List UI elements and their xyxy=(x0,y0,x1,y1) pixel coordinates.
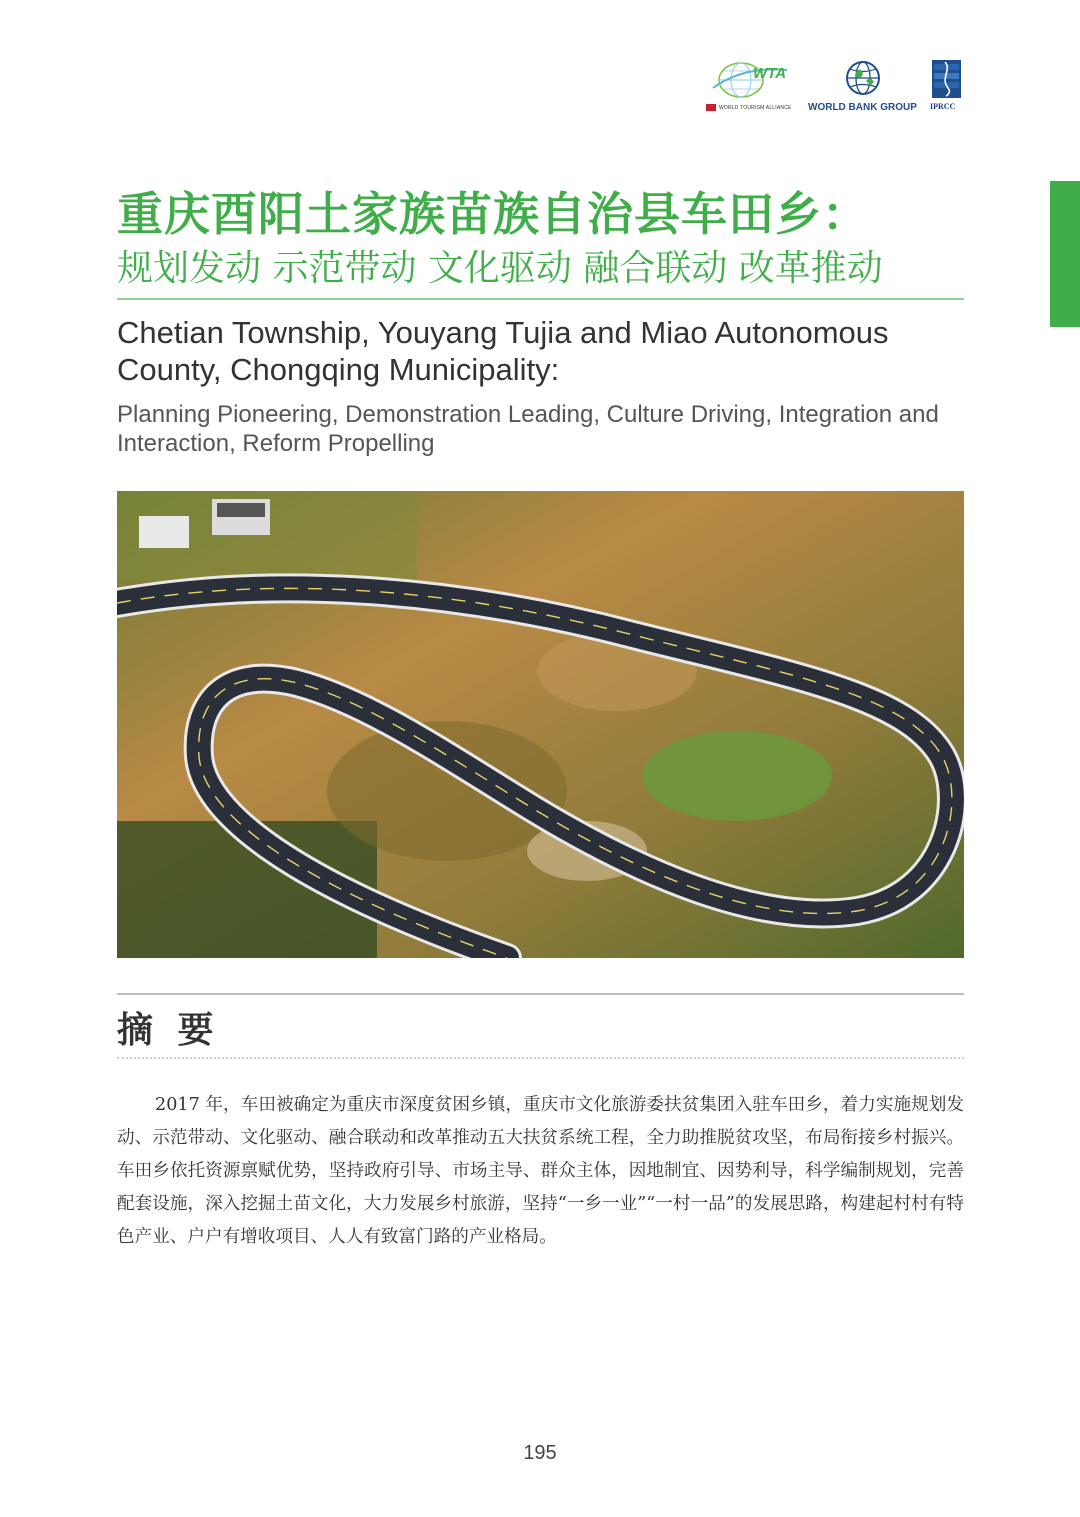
page-number: 195 xyxy=(523,1442,557,1464)
subtitle-english: Planning Pioneering, Demonstration Leading, Culture Driving, Integration and Interaction, Reform Propelling xyxy=(117,401,939,457)
wta-flag-icon xyxy=(706,104,716,111)
section-divider xyxy=(117,993,964,995)
iprcc-emblem-icon xyxy=(930,58,964,100)
iprcc-logo xyxy=(930,58,964,116)
title-english: Chetian Township, Youyang Tujia and Miao Autonomous County, Chongqing Municipality: xyxy=(117,315,889,387)
subtitle-chinese: 规划发动 示范带动 文化驱动 融合联动 改革推动 xyxy=(117,248,883,289)
title-chinese: 重庆酉阳土家族苗族自治县车田乡： xyxy=(117,187,869,241)
abstract-dotted-divider xyxy=(117,1057,964,1059)
world-bank-logo xyxy=(806,58,916,116)
world-bank-globe-icon xyxy=(806,58,916,100)
svg-text:WTA: WTA xyxy=(753,65,787,82)
abstract-body: 2017 年，车田被确定为重庆市深度贫困乡镇，重庆市文化旅游委扶贫集团入驻车田乡，着力实施规划发动、示范带动、文化驱动、融合联动和改革推动五大扶贫系统工程，全力助推脱贫攻坚，布局衔接乡村振兴。车田乡依托资源禀赋优势，坚持政府引导、市场主导、群众主体，因地制宜、因势利导，科学编制规划，完善配套设施，深入挖掘土苗文化，大力发展乡村旅游，坚持“一乡一业”“一村一品”的发展思路，构建起村村有特色产业、户户有增收项目、人人有致富门路的产业格局。 xyxy=(117,1095,964,1247)
abstract-heading: 摘 要 xyxy=(117,1009,220,1051)
partner-logos xyxy=(700,58,966,118)
mountain-road-aerial-photo xyxy=(117,491,964,958)
wta-globe-icon xyxy=(703,58,799,104)
iprcc-name: IPRCC xyxy=(930,102,956,111)
world-bank-name: WORLD BANK GROUP xyxy=(808,102,917,113)
wta-logo xyxy=(703,58,799,116)
title-divider xyxy=(117,298,964,300)
section-side-tab xyxy=(1050,181,1080,327)
wta-name: WORLD TOURISM ALLIANCE xyxy=(719,105,792,111)
